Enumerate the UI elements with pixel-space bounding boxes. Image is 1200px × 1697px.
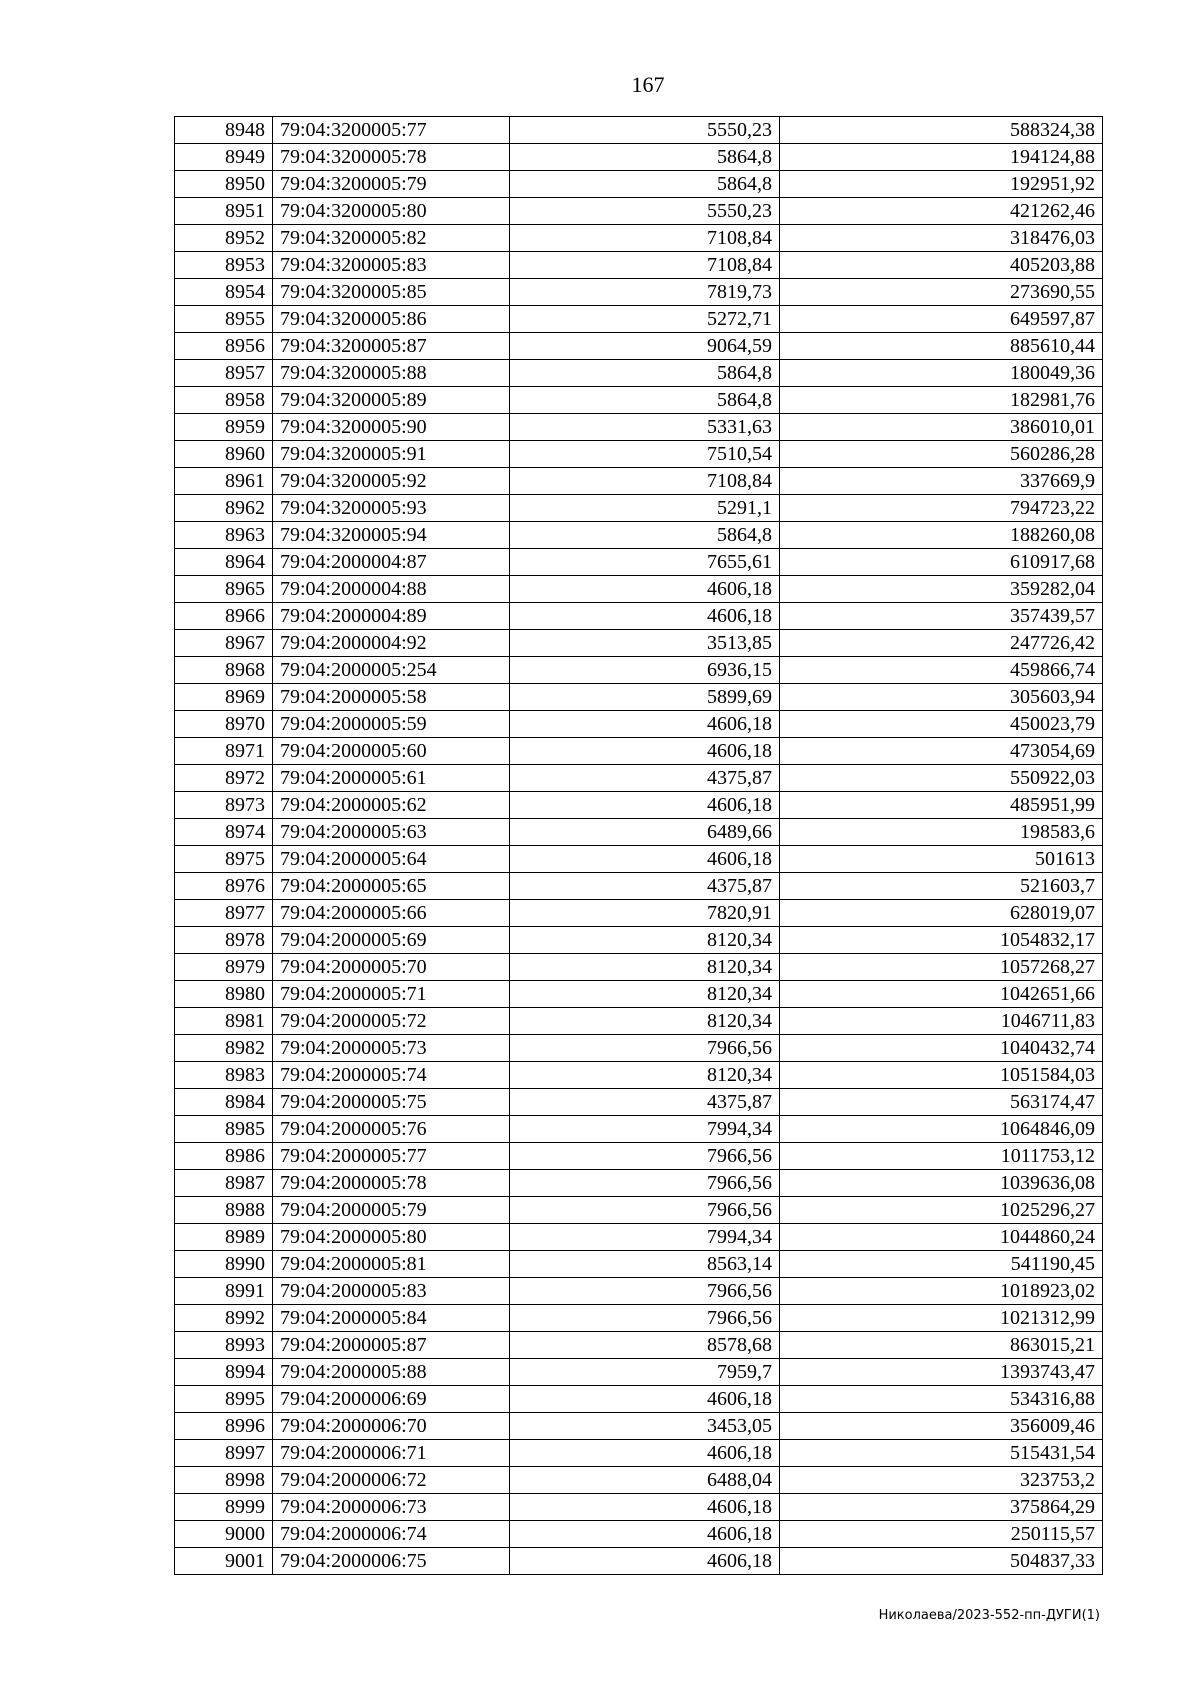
area-cell: 5331,63 <box>510 414 780 441</box>
cadastral-number-cell: 79:04:2000005:64 <box>273 846 510 873</box>
table-row <box>175 1224 1103 1251</box>
table-row <box>175 225 1103 252</box>
table-row <box>175 1467 1103 1494</box>
row-number-cell: 8982 <box>175 1035 273 1062</box>
table-row <box>175 441 1103 468</box>
value-cell: 318476,03 <box>780 225 1103 252</box>
value-cell: 1011753,12 <box>780 1143 1103 1170</box>
value-cell: 501613 <box>780 846 1103 873</box>
value-cell: 1057268,27 <box>780 954 1103 981</box>
table-row <box>175 1143 1103 1170</box>
row-number-cell: 8999 <box>175 1494 273 1521</box>
cadastral-number-cell: 79:04:2000005:65 <box>273 873 510 900</box>
row-number-cell: 8986 <box>175 1143 273 1170</box>
value-cell: 628019,07 <box>780 900 1103 927</box>
row-number-cell: 8964 <box>175 549 273 576</box>
row-number-cell: 8954 <box>175 279 273 306</box>
value-cell: 610917,68 <box>780 549 1103 576</box>
value-cell: 863015,21 <box>780 1332 1103 1359</box>
cadastral-number-cell: 79:04:2000005:76 <box>273 1116 510 1143</box>
row-number-cell: 8988 <box>175 1197 273 1224</box>
area-cell: 7994,34 <box>510 1224 780 1251</box>
area-cell: 5899,69 <box>510 684 780 711</box>
area-cell: 7510,54 <box>510 441 780 468</box>
area-cell: 4606,18 <box>510 711 780 738</box>
area-cell: 4375,87 <box>510 873 780 900</box>
table-row <box>175 171 1103 198</box>
row-number-cell: 8973 <box>175 792 273 819</box>
area-cell: 8120,34 <box>510 1008 780 1035</box>
area-cell: 7966,56 <box>510 1143 780 1170</box>
value-cell: 1025296,27 <box>780 1197 1103 1224</box>
cadastral-number-cell: 79:04:2000004:87 <box>273 549 510 576</box>
value-cell: 405203,88 <box>780 252 1103 279</box>
value-cell: 560286,28 <box>780 441 1103 468</box>
table-row <box>175 1548 1103 1575</box>
cadastral-number-cell: 79:04:2000005:63 <box>273 819 510 846</box>
cadastral-number-cell: 79:04:2000005:59 <box>273 711 510 738</box>
row-number-cell: 8997 <box>175 1440 273 1467</box>
area-cell: 7108,84 <box>510 468 780 495</box>
cadastral-number-cell: 79:04:2000005:88 <box>273 1359 510 1386</box>
value-cell: 421262,46 <box>780 198 1103 225</box>
row-number-cell: 8963 <box>175 522 273 549</box>
value-cell: 485951,99 <box>780 792 1103 819</box>
cadastral-number-cell: 79:04:3200005:78 <box>273 144 510 171</box>
row-number-cell: 8996 <box>175 1413 273 1440</box>
area-cell: 4606,18 <box>510 1548 780 1575</box>
cadastral-number-cell: 79:04:3200005:87 <box>273 333 510 360</box>
table-row <box>175 603 1103 630</box>
area-cell: 5550,23 <box>510 198 780 225</box>
value-cell: 386010,01 <box>780 414 1103 441</box>
row-number-cell: 8971 <box>175 738 273 765</box>
row-number-cell: 8969 <box>175 684 273 711</box>
cadastral-number-cell: 79:04:2000005:61 <box>273 765 510 792</box>
area-cell: 4606,18 <box>510 1521 780 1548</box>
row-number-cell: 8951 <box>175 198 273 225</box>
cadastral-number-cell: 79:04:3200005:94 <box>273 522 510 549</box>
area-cell: 9064,59 <box>510 333 780 360</box>
cadastral-number-cell: 79:04:2000004:89 <box>273 603 510 630</box>
area-cell: 4606,18 <box>510 1494 780 1521</box>
value-cell: 1042651,66 <box>780 981 1103 1008</box>
cadastral-number-cell: 79:04:3200005:77 <box>273 117 510 144</box>
table-row <box>175 1251 1103 1278</box>
table-row <box>175 1278 1103 1305</box>
table-row <box>175 954 1103 981</box>
table-row <box>175 792 1103 819</box>
row-number-cell: 8978 <box>175 927 273 954</box>
cadastral-number-cell: 79:04:2000006:69 <box>273 1386 510 1413</box>
value-cell: 194124,88 <box>780 144 1103 171</box>
row-number-cell: 8970 <box>175 711 273 738</box>
cadastral-number-cell: 79:04:2000005:71 <box>273 981 510 1008</box>
table-row <box>175 1170 1103 1197</box>
table-row <box>175 306 1103 333</box>
value-cell: 192951,92 <box>780 171 1103 198</box>
area-cell: 5864,8 <box>510 387 780 414</box>
row-number-cell: 8972 <box>175 765 273 792</box>
table-row <box>175 1494 1103 1521</box>
cadastral-number-cell: 79:04:2000005:79 <box>273 1197 510 1224</box>
value-cell: 180049,36 <box>780 360 1103 387</box>
cadastral-number-cell: 79:04:3200005:93 <box>273 495 510 522</box>
area-cell: 5864,8 <box>510 144 780 171</box>
value-cell: 359282,04 <box>780 576 1103 603</box>
value-cell: 588324,38 <box>780 117 1103 144</box>
value-cell: 198583,6 <box>780 819 1103 846</box>
area-cell: 7966,56 <box>510 1305 780 1332</box>
row-number-cell: 8992 <box>175 1305 273 1332</box>
area-cell: 4375,87 <box>510 765 780 792</box>
cadastral-number-cell: 79:04:3200005:86 <box>273 306 510 333</box>
value-cell: 323753,2 <box>780 1467 1103 1494</box>
value-cell: 885610,44 <box>780 333 1103 360</box>
value-cell: 357439,57 <box>780 603 1103 630</box>
cadastral-number-cell: 79:04:2000005:66 <box>273 900 510 927</box>
area-cell: 7655,61 <box>510 549 780 576</box>
table-row <box>175 657 1103 684</box>
area-cell: 6488,04 <box>510 1467 780 1494</box>
value-cell: 188260,08 <box>780 522 1103 549</box>
table-row <box>175 684 1103 711</box>
cadastral-number-cell: 79:04:2000005:84 <box>273 1305 510 1332</box>
table-row <box>175 1035 1103 1062</box>
area-cell: 8120,34 <box>510 927 780 954</box>
table-row <box>175 873 1103 900</box>
table-row <box>175 765 1103 792</box>
row-number-cell: 8953 <box>175 252 273 279</box>
row-number-cell: 8968 <box>175 657 273 684</box>
cadastral-number-cell: 79:04:2000005:58 <box>273 684 510 711</box>
cadastral-number-cell: 79:04:2000004:92 <box>273 630 510 657</box>
table-row <box>175 630 1103 657</box>
area-cell: 4606,18 <box>510 603 780 630</box>
area-cell: 7108,84 <box>510 252 780 279</box>
row-number-cell: 8962 <box>175 495 273 522</box>
row-number-cell: 8979 <box>175 954 273 981</box>
table-row <box>175 1521 1103 1548</box>
cadastral-number-cell: 79:04:2000005:62 <box>273 792 510 819</box>
row-number-cell: 8960 <box>175 441 273 468</box>
row-number-cell: 8995 <box>175 1386 273 1413</box>
cadastral-number-cell: 79:04:3200005:91 <box>273 441 510 468</box>
table-row <box>175 387 1103 414</box>
area-cell: 7966,56 <box>510 1035 780 1062</box>
row-number-cell: 9000 <box>175 1521 273 1548</box>
area-cell: 4606,18 <box>510 738 780 765</box>
cadastral-number-cell: 79:04:3200005:79 <box>273 171 510 198</box>
value-cell: 1046711,83 <box>780 1008 1103 1035</box>
cadastral-number-cell: 79:04:2000006:74 <box>273 1521 510 1548</box>
row-number-cell: 8989 <box>175 1224 273 1251</box>
area-cell: 4375,87 <box>510 1089 780 1116</box>
value-cell: 649597,87 <box>780 306 1103 333</box>
row-number-cell: 8975 <box>175 846 273 873</box>
value-cell: 450023,79 <box>780 711 1103 738</box>
table-row <box>175 846 1103 873</box>
table-row <box>175 1359 1103 1386</box>
table-row <box>175 522 1103 549</box>
value-cell: 515431,54 <box>780 1440 1103 1467</box>
value-cell: 305603,94 <box>780 684 1103 711</box>
table-row <box>175 333 1103 360</box>
value-cell: 1051584,03 <box>780 1062 1103 1089</box>
area-cell: 6489,66 <box>510 819 780 846</box>
cadastral-number-cell: 79:04:2000005:72 <box>273 1008 510 1035</box>
row-number-cell: 8966 <box>175 603 273 630</box>
area-cell: 7966,56 <box>510 1170 780 1197</box>
area-cell: 4606,18 <box>510 1440 780 1467</box>
row-number-cell: 8965 <box>175 576 273 603</box>
table-row <box>175 900 1103 927</box>
value-cell: 459866,74 <box>780 657 1103 684</box>
row-number-cell: 8990 <box>175 1251 273 1278</box>
row-number-cell: 8993 <box>175 1332 273 1359</box>
row-number-cell: 8980 <box>175 981 273 1008</box>
value-cell: 1040432,74 <box>780 1035 1103 1062</box>
table-row <box>175 711 1103 738</box>
area-cell: 6936,15 <box>510 657 780 684</box>
table-row <box>175 1305 1103 1332</box>
area-cell: 8120,34 <box>510 954 780 981</box>
table-body <box>175 117 1103 1575</box>
table-row <box>175 1116 1103 1143</box>
table-row <box>175 981 1103 1008</box>
area-cell: 8120,34 <box>510 981 780 1008</box>
value-cell: 534316,88 <box>780 1386 1103 1413</box>
table-row <box>175 1062 1103 1089</box>
area-cell: 7108,84 <box>510 225 780 252</box>
cadastral-number-cell: 79:04:2000005:87 <box>273 1332 510 1359</box>
table-row <box>175 1089 1103 1116</box>
cadastral-number-cell: 79:04:3200005:80 <box>273 198 510 225</box>
row-number-cell: 8998 <box>175 1467 273 1494</box>
cadastral-number-cell: 79:04:2000005:75 <box>273 1089 510 1116</box>
cadastral-number-cell: 79:04:2000006:70 <box>273 1413 510 1440</box>
table-row <box>175 252 1103 279</box>
table-row <box>175 549 1103 576</box>
cadastral-number-cell: 79:04:2000006:72 <box>273 1467 510 1494</box>
table-row <box>175 198 1103 225</box>
cadastral-number-cell: 79:04:3200005:82 <box>273 225 510 252</box>
row-number-cell: 8991 <box>175 1278 273 1305</box>
cadastral-number-cell: 79:04:2000004:88 <box>273 576 510 603</box>
value-cell: 356009,46 <box>780 1413 1103 1440</box>
cadastral-number-cell: 79:04:2000005:69 <box>273 927 510 954</box>
cadastral-number-cell: 79:04:3200005:89 <box>273 387 510 414</box>
table-row <box>175 1440 1103 1467</box>
value-cell: 550922,03 <box>780 765 1103 792</box>
cadastral-number-cell: 79:04:2000005:70 <box>273 954 510 981</box>
area-cell: 5291,1 <box>510 495 780 522</box>
document-footer: Николаева/2023-552-пп-ДУГИ(1) <box>878 1608 1100 1623</box>
cadastral-table <box>174 116 1103 1575</box>
table-row <box>175 1008 1103 1035</box>
area-cell: 8120,34 <box>510 1062 780 1089</box>
value-cell: 247726,42 <box>780 630 1103 657</box>
value-cell: 1018923,02 <box>780 1278 1103 1305</box>
row-number-cell: 8994 <box>175 1359 273 1386</box>
row-number-cell: 8956 <box>175 333 273 360</box>
cadastral-number-cell: 79:04:3200005:90 <box>273 414 510 441</box>
row-number-cell: 8985 <box>175 1116 273 1143</box>
value-cell: 1064846,09 <box>780 1116 1103 1143</box>
value-cell: 375864,29 <box>780 1494 1103 1521</box>
table-row <box>175 738 1103 765</box>
cadastral-number-cell: 79:04:2000006:73 <box>273 1494 510 1521</box>
value-cell: 182981,76 <box>780 387 1103 414</box>
table-row <box>175 117 1103 144</box>
area-cell: 7966,56 <box>510 1278 780 1305</box>
area-cell: 5864,8 <box>510 360 780 387</box>
cadastral-number-cell: 79:04:3200005:85 <box>273 279 510 306</box>
table-row <box>175 1413 1103 1440</box>
cadastral-number-cell: 79:04:2000005:254 <box>273 657 510 684</box>
row-number-cell: 8948 <box>175 117 273 144</box>
row-number-cell: 8967 <box>175 630 273 657</box>
table-row <box>175 819 1103 846</box>
cadastral-number-cell: 79:04:2000005:60 <box>273 738 510 765</box>
value-cell: 541190,45 <box>780 1251 1103 1278</box>
row-number-cell: 9001 <box>175 1548 273 1575</box>
row-number-cell: 8981 <box>175 1008 273 1035</box>
page-number: 167 <box>631 72 665 97</box>
value-cell: 1393743,47 <box>780 1359 1103 1386</box>
row-number-cell: 8952 <box>175 225 273 252</box>
row-number-cell: 8955 <box>175 306 273 333</box>
area-cell: 7819,73 <box>510 279 780 306</box>
area-cell: 7966,56 <box>510 1197 780 1224</box>
table-row <box>175 1197 1103 1224</box>
value-cell: 473054,69 <box>780 738 1103 765</box>
value-cell: 250115,57 <box>780 1521 1103 1548</box>
area-cell: 5864,8 <box>510 522 780 549</box>
cadastral-number-cell: 79:04:3200005:83 <box>273 252 510 279</box>
row-number-cell: 8949 <box>175 144 273 171</box>
area-cell: 7959,7 <box>510 1359 780 1386</box>
cadastral-number-cell: 79:04:2000005:74 <box>273 1062 510 1089</box>
area-cell: 4606,18 <box>510 1386 780 1413</box>
table-row <box>175 279 1103 306</box>
value-cell: 504837,33 <box>780 1548 1103 1575</box>
row-number-cell: 8958 <box>175 387 273 414</box>
row-number-cell: 8977 <box>175 900 273 927</box>
area-cell: 5272,71 <box>510 306 780 333</box>
row-number-cell: 8984 <box>175 1089 273 1116</box>
table-row <box>175 495 1103 522</box>
table-row <box>175 360 1103 387</box>
cadastral-number-cell: 79:04:3200005:92 <box>273 468 510 495</box>
area-cell: 7820,91 <box>510 900 780 927</box>
cadastral-number-cell: 79:04:2000006:71 <box>273 1440 510 1467</box>
value-cell: 1039636,08 <box>780 1170 1103 1197</box>
cadastral-number-cell: 79:04:2000005:77 <box>273 1143 510 1170</box>
table-row <box>175 576 1103 603</box>
row-number-cell: 8959 <box>175 414 273 441</box>
row-number-cell: 8983 <box>175 1062 273 1089</box>
row-number-cell: 8950 <box>175 171 273 198</box>
area-cell: 8563,14 <box>510 1251 780 1278</box>
row-number-cell: 8976 <box>175 873 273 900</box>
area-cell: 3513,85 <box>510 630 780 657</box>
value-cell: 273690,55 <box>780 279 1103 306</box>
table-row <box>175 468 1103 495</box>
cadastral-number-cell: 79:04:3200005:88 <box>273 360 510 387</box>
area-cell: 8578,68 <box>510 1332 780 1359</box>
row-number-cell: 8974 <box>175 819 273 846</box>
area-cell: 4606,18 <box>510 846 780 873</box>
table-row <box>175 927 1103 954</box>
table-row <box>175 1332 1103 1359</box>
area-cell: 5864,8 <box>510 171 780 198</box>
cadastral-number-cell: 79:04:2000006:75 <box>273 1548 510 1575</box>
cadastral-number-cell: 79:04:2000005:81 <box>273 1251 510 1278</box>
area-cell: 4606,18 <box>510 792 780 819</box>
table-row <box>175 144 1103 171</box>
value-cell: 794723,22 <box>780 495 1103 522</box>
area-cell: 3453,05 <box>510 1413 780 1440</box>
table-row <box>175 414 1103 441</box>
value-cell: 1044860,24 <box>780 1224 1103 1251</box>
value-cell: 521603,7 <box>780 873 1103 900</box>
row-number-cell: 8957 <box>175 360 273 387</box>
area-cell: 5550,23 <box>510 117 780 144</box>
cadastral-number-cell: 79:04:2000005:83 <box>273 1278 510 1305</box>
cadastral-number-cell: 79:04:2000005:80 <box>273 1224 510 1251</box>
value-cell: 337669,9 <box>780 468 1103 495</box>
row-number-cell: 8987 <box>175 1170 273 1197</box>
area-cell: 4606,18 <box>510 576 780 603</box>
value-cell: 1021312,99 <box>780 1305 1103 1332</box>
value-cell: 563174,47 <box>780 1089 1103 1116</box>
cadastral-number-cell: 79:04:2000005:73 <box>273 1035 510 1062</box>
cadastral-number-cell: 79:04:2000005:78 <box>273 1170 510 1197</box>
table-row <box>175 1386 1103 1413</box>
row-number-cell: 8961 <box>175 468 273 495</box>
area-cell: 7994,34 <box>510 1116 780 1143</box>
value-cell: 1054832,17 <box>780 927 1103 954</box>
